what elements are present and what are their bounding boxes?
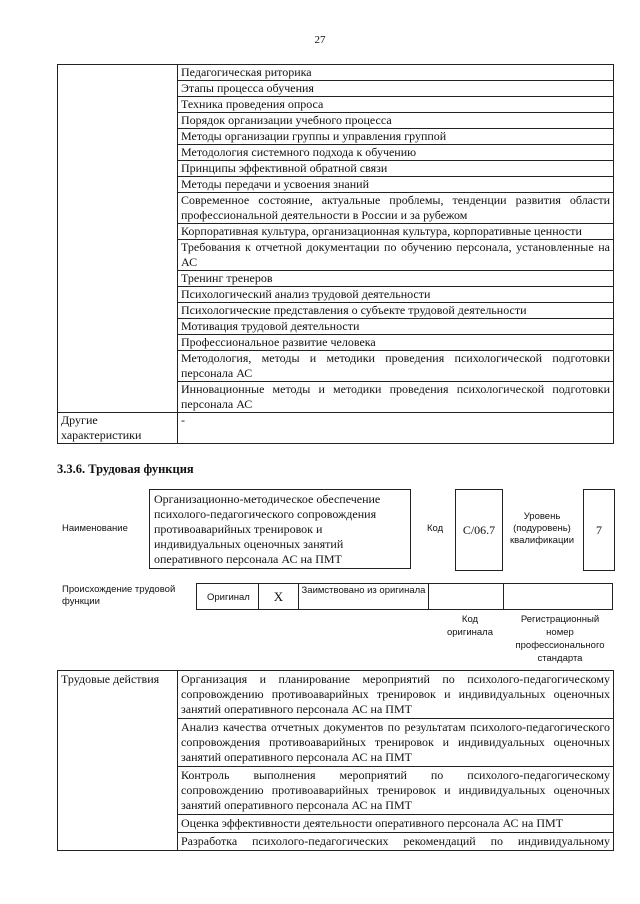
other-characteristics-label: Другие характеристики xyxy=(58,413,178,444)
knowledge-item: Современное состояние, актуальные проблемы, тенденции развития области профессиональной деятельности в России и за рубежом xyxy=(178,193,614,224)
knowledge-item: Профессиональное развитие человека xyxy=(178,335,614,351)
action-item: Оценка эффективности деятельности оперативного персонала АС на ПМТ xyxy=(178,815,614,833)
knowledge-item: Техника проведения опроса xyxy=(178,97,614,113)
other-characteristics-value: - xyxy=(178,413,614,444)
origin-row xyxy=(196,583,613,610)
original-code-caption: Код оригинала xyxy=(446,614,493,638)
level-label: Уровень (подуровень) квалификации xyxy=(509,511,575,546)
actions-table xyxy=(57,670,614,851)
knowledge-item: Методология системного подхода к обучению xyxy=(178,145,614,161)
knowledge-item: Требования к отчетной документации по обучению персонала, установленные на АС xyxy=(178,240,614,271)
origin-label: Происхождение трудовой функции xyxy=(62,584,176,607)
knowledge-item: Педагогическая риторика xyxy=(178,65,614,81)
registration-caption: Регистрационный номер профессионального стандарта xyxy=(515,614,605,664)
knowledge-item: Психологические представления о субъекте трудовой деятельности xyxy=(178,303,614,319)
action-item: Разработка психолого-педагогических рекомендаций по индивидуальному xyxy=(178,833,614,851)
knowledge-item: Методы передачи и усвоения знаний xyxy=(178,177,614,193)
action-item: Организация и планирование мероприятий по психолого-педагогическому сопровождению противоаварийных тренировок и индивидуальных оценочных занятий оперативного персонала АС на ПМТ xyxy=(178,671,614,719)
knowledge-item: Мотивация трудовой деятельности xyxy=(178,319,614,335)
original-mark: X xyxy=(258,583,298,610)
registration-number-cell xyxy=(503,583,613,610)
action-item: Анализ качества отчетных документов по результатам психолого-педагогического сопровождения противоаварийных тренировок и индивидуальных оценочных занятий оперативного персонала АС на ПМТ xyxy=(178,719,614,767)
name-label: Наименование xyxy=(62,523,128,534)
code-label: Код xyxy=(427,523,444,534)
knowledge-label-cell xyxy=(58,65,178,413)
knowledge-item: Тренинг тренеров xyxy=(178,271,614,287)
action-item: Контроль выполнения мероприятий по психолого-педагогическому сопровождению противоаварийных тренировок и индивидуальных оценочных занятий оперативного персонала АС на ПМТ xyxy=(178,767,614,815)
section-title: 3.3.6. Трудовая функция xyxy=(57,462,194,476)
knowledge-item: Инновационные методы и методики проведения психологической подготовки персонала АС xyxy=(178,382,614,413)
actions-label: Трудовые действия xyxy=(58,671,178,851)
knowledge-item: Этапы процесса обучения xyxy=(178,81,614,97)
function-level: 7 xyxy=(583,489,615,571)
original-code-cell xyxy=(428,583,503,610)
function-code: С/06.7 xyxy=(455,489,503,571)
knowledge-table xyxy=(57,64,614,444)
knowledge-item: Порядок организации учебного процесса xyxy=(178,113,614,129)
knowledge-item: Корпоративная культура, организационная культура, корпоративные ценности xyxy=(178,224,614,240)
knowledge-item: Принципы эффективной обратной связи xyxy=(178,161,614,177)
knowledge-item: Психологический анализ трудовой деятельности xyxy=(178,287,614,303)
original-label: Оригинал xyxy=(196,583,258,610)
knowledge-item: Методология, методы и методики проведения психологической подготовки персонала АС xyxy=(178,351,614,382)
knowledge-item: Методы организации группы и управления группой xyxy=(178,129,614,145)
function-name: Организационно-методическое обеспечение психолого-педагогического сопровождения противоаварийных тренировок и индивидуальных оценочных занятий оперативного персонала АС на ПМТ xyxy=(149,489,411,569)
page-number: 27 xyxy=(314,34,326,46)
borrowed-label: Заимствовано из оригинала xyxy=(298,583,428,610)
